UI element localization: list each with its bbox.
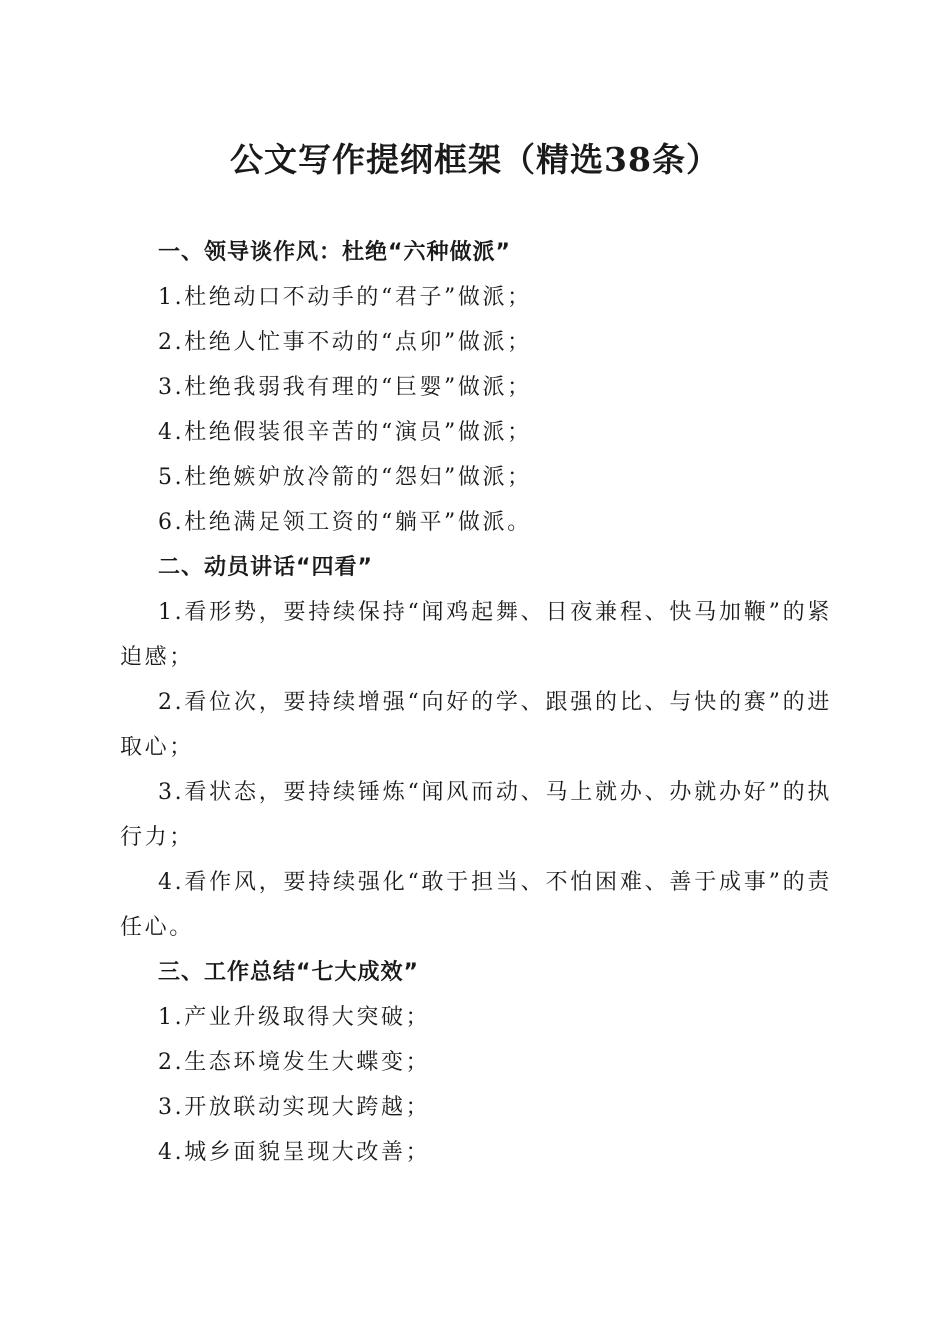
section-heading: 一、领导谈作风：杜绝“六种做派” bbox=[158, 240, 511, 265]
list-item: 4.看作风，要持续强化“敢于担当、不怕困难、善于成事”的责任心。 bbox=[120, 870, 832, 940]
list-item: 4.城乡面貌呈现大改善； bbox=[158, 1140, 431, 1165]
document-title: 公文写作提纲框架（精选38条） bbox=[230, 140, 720, 179]
list-item: 4.杜绝假装很辛苦的“演员”做派； bbox=[158, 420, 532, 445]
document-body bbox=[120, 230, 832, 1175]
list-item: 1.杜绝动口不动手的“君子”做派； bbox=[158, 285, 532, 310]
list-item: 2.看位次，要持续增强“向好的学、跟强的比、与快的赛”的进取心； bbox=[120, 690, 832, 760]
list-item: 5.杜绝嫉妒放冷箭的“怨妇”做派； bbox=[158, 465, 532, 490]
list-item: 3.开放联动实现大跨越； bbox=[158, 1095, 431, 1120]
section-heading: 三、工作总结“七大成效” bbox=[158, 960, 419, 985]
list-item: 1.产业升级取得大突破； bbox=[158, 1005, 431, 1030]
list-item: 1.看形势，要持续保持“闻鸡起舞、日夜兼程、快马加鞭”的紧迫感； bbox=[120, 600, 832, 670]
section-heading: 二、动员讲话“四看” bbox=[158, 555, 373, 580]
list-item: 2.杜绝人忙事不动的“点卯”做派； bbox=[158, 330, 532, 355]
list-item: 3.杜绝我弱我有理的“巨婴”做派； bbox=[158, 375, 532, 400]
list-item: 3.看状态，要持续锤炼“闻风而动、马上就办、办就办好”的执行力； bbox=[120, 780, 832, 850]
list-item: 6.杜绝满足领工资的“躺平”做派。 bbox=[158, 510, 532, 535]
list-item: 2.生态环境发生大蝶变； bbox=[158, 1050, 431, 1075]
